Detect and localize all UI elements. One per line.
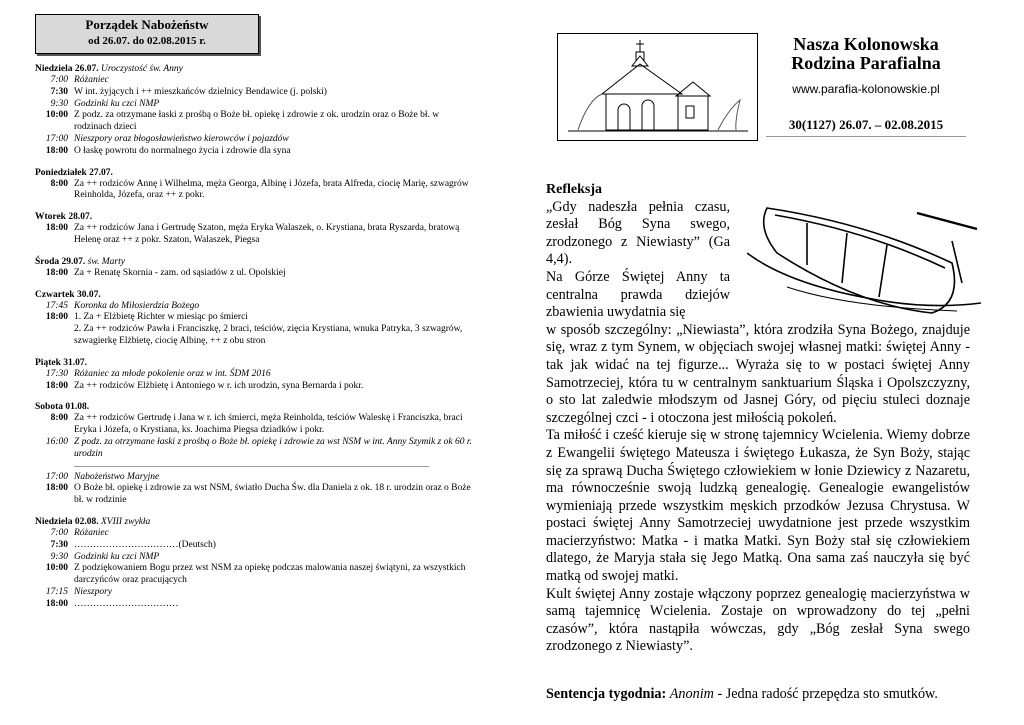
mass-schedule	[35, 14, 477, 611]
day-heading	[35, 516, 477, 528]
mass-entry	[35, 483, 477, 507]
mass-entry	[35, 75, 477, 87]
mass-intention: Za ++ rodziców Annę i Wilhelma, męża Georga, Albinę i Józefa, brata Alfreda, ciocię Marię, szwagrów Reinholda, Józefa, oraz ++ z pokr.	[74, 178, 469, 201]
mass-intention: Za + Renatę Skornia - zam. od sąsiadów z ul. Opolskiej	[74, 267, 286, 278]
mass-intention: Koronka do Miłosierdzia Bożego	[74, 300, 200, 311]
mass-entry	[35, 110, 477, 134]
schedule-day	[35, 516, 477, 611]
mass-intention: 2. Za ++ rodziców Pawła i Franciszkę, 2 braci, teściów, zięcia Krystiana, wnuka Patryka, 3 szwagrów, szwagierkę Elżbietę, ciocię Albinę, ++ z obu stron	[74, 324, 463, 346]
schedule-dates: od 26.07. do 02.08.2015 r.	[88, 35, 206, 47]
title-line1: Nasza Kolonowska	[793, 34, 939, 54]
schedule-day	[35, 211, 477, 247]
mass-time: 7:00	[50, 75, 68, 85]
newsletter-title	[768, 35, 964, 73]
mass-time: 18:00	[45, 145, 68, 156]
mass-time: 18:00	[45, 483, 68, 494]
day-heading	[35, 401, 477, 413]
mass-intention: Różaniec	[74, 527, 109, 538]
weekly-sentence	[546, 686, 970, 703]
mass-time: 18:00	[45, 267, 68, 278]
day-feast: XVIII zwykła	[100, 516, 151, 527]
day-date: Niedziela 02.08.	[35, 516, 99, 527]
mass-intention: Z podziękowaniem Bogu przez wst NSM za opiekę podczas malowania naszej świątyni, za wszystkich darczyńców oraz pracujących	[74, 563, 466, 586]
day-heading	[35, 256, 477, 268]
mass-entry	[35, 87, 477, 99]
day-date: Poniedziałek 27.07.	[35, 167, 113, 178]
day-heading	[35, 63, 477, 75]
schedule-title: Porządek Nabożeństw	[85, 17, 209, 32]
mass-time: 10:00	[45, 563, 68, 574]
mass-time: 17:00	[45, 471, 68, 482]
article-p4: Kult świętej Anny zostaje włączony poprzez genealogię macierzyństwa w samą tajemnicę Wcielenia. Zostaje on wprowadzony do tej „pełni czasów”, która nastąpiła wówczas, gdy „Bóg zesłał Syna swego zrodzonego z Niewiasty”.	[546, 585, 970, 655]
schedule-day	[35, 289, 477, 348]
day-date: Czwartek 30.07.	[35, 289, 101, 300]
mass-time: 18:00	[45, 380, 68, 391]
mass-intention: ……………………………	[74, 598, 179, 609]
mass-intention: ……………………………(Deutsch)	[74, 539, 216, 550]
mass-entry	[35, 413, 477, 437]
day-feast: Uroczystość św. Anny	[100, 64, 183, 74]
day-date: Sobota 01.08.	[35, 402, 90, 413]
parish-url[interactable]: www.parafia-kolonowskie.pl	[792, 82, 940, 96]
mass-intention: O Boże bł. opiekę i zdrowie za wst NSM, światło Ducha Św. dla Daniela z ok. 18 r. urodzin oraz o Boże bł. w rodzinie	[74, 483, 471, 506]
mass-intention: Za ++ rodziców Gertrudę i Jana w r. ich śmierci, męża Reinholda, teściów Waleskę i Franciszka, braci Eryka i Józefa, o Krystiana, ks. Joachima Piegsa dziadków i pokr.	[74, 413, 463, 436]
mass-intention: O łaskę powrotu do normalnego życia i zdrowie dla syna	[74, 145, 291, 156]
schedule-day	[35, 256, 477, 280]
mass-intention: Nabożeństwo Maryjne	[74, 471, 160, 482]
mass-entry	[35, 99, 477, 111]
church-icon	[558, 34, 757, 140]
day-feast: św. Marty	[87, 256, 125, 267]
mass-entry	[35, 472, 477, 484]
mass-time: 8:00	[50, 178, 68, 189]
mass-time: 9:30	[50, 98, 68, 109]
mass-time: 18:00	[45, 223, 68, 234]
mass-time: 7:30	[50, 539, 68, 550]
mass-intention: Z podz. za otrzymane łaski z prośbą o Boże bł. opiekę i zdrowie z ok. urodzin oraz o Boże bł. w rodzinach dzieci	[74, 110, 440, 133]
day-heading	[35, 357, 477, 369]
mass-time: 17:45	[45, 300, 68, 311]
day-heading	[35, 289, 477, 301]
mass-entry	[35, 369, 477, 381]
mass-time: 18:00	[45, 312, 68, 323]
right-column	[540, 0, 980, 725]
mass-entry	[35, 587, 477, 599]
day-heading	[35, 167, 477, 179]
mass-entry	[35, 552, 477, 564]
mass-intention: Nieszpory oraz błogosławieństwo kierowców i pojazdów	[74, 133, 289, 144]
mass-entry	[35, 268, 477, 280]
mass-entry	[35, 528, 477, 540]
mass-time: 17:15	[45, 586, 68, 597]
issue-number: 30(1127) 26.07. – 02.08.2015	[766, 117, 966, 137]
sentence-label: Sentencja tygodnia:	[546, 686, 667, 702]
day-date: Środa 29.07.	[35, 256, 86, 267]
schedule-day	[35, 357, 477, 393]
mass-entry	[35, 381, 477, 393]
mass-intention: Różaniec za młode pokolenie oraz w int. ŚDM 2016	[74, 368, 271, 379]
schedule-day	[35, 401, 477, 507]
mass-time: 17:30	[45, 368, 68, 379]
schedule-header	[35, 14, 259, 54]
day-date: Wtorek 28.07.	[35, 212, 93, 223]
mass-time	[35, 324, 74, 348]
mass-entry	[35, 324, 477, 348]
schedule-days	[35, 63, 477, 611]
day-date: Niedziela 26.07.	[35, 64, 99, 74]
schedule-day	[35, 63, 477, 158]
mass-intention: Za ++ rodziców Jana i Gertrudę Szaton, męża Eryka Walaszek, o. Krystiana, brata Ryszarda, bratową Helenę oraz ++ z pokr. Szaton, Walaszek, Piegsa	[74, 223, 460, 245]
mass-time: 7:30	[50, 86, 68, 97]
title-line2: Rodzina Parafialna	[791, 53, 941, 73]
divider	[74, 466, 429, 467]
mass-time: 10:00	[45, 110, 68, 121]
mass-time: 7:00	[50, 527, 68, 538]
mass-entry	[35, 437, 477, 461]
mass-entry	[35, 563, 477, 587]
mass-intention: Godzinki ku czci NMP	[74, 551, 160, 562]
article-p3: Ta miłość i cześć kieruje się w stronę tajemnicy Wcielenia. Wiemy dobrze z Ewangelii świętego Mateusza i świętego Łukasza, że Syn Boży, stając się za sprawą Ducha Świętego człowiekiem w łonie Dziewicy z Nazaretu, ma równocześnie swoją ludzką genealogię. Genealogie ewangelistów wymieniają przede wszystkim męskich przodków Jezusa Chrystusa. W postaci świętej Anny Samotrzeciej uwydatnione jest przede wszystkim macierzyństwo: Matka - i matka Matki. Syn Boży stał się człowiekiem dlatego, że Maryja stała się Jego Matką. Ona sama zaś nauczyła się być matką od swojej matki.	[546, 427, 970, 585]
mass-entry	[35, 134, 477, 146]
article-p2-rest: w sposób szczególny: „Niewiasta”, która zrodziła Syna Bożego, znajduje się, wraz z tym Synem, w objęciach swojej własnej matki: świętej Anny - tak jak widać na tej figurze... Wyraża się to w postaci świętej Anny Samotrzeciej, która tu w centralnym sanktuarium Śląska i Opolszczyzny, o sto lat zaledwie młodszym od Jasnej Góry, od pięciu stuleci doznaje szczególnej czci - i otoczona jest miłością pokoleń.	[546, 321, 970, 426]
mass-intention: Z podz. za otrzymane łaski z prośbą o Boże bł. opiekę i zdrowie za wst NSM w int. Anny Szymik z ok 60 r. urodzin	[74, 436, 472, 459]
mass-time: 18:00	[45, 598, 68, 609]
mass-time: 8:00	[50, 413, 68, 424]
article-narrow-block	[546, 181, 730, 322]
sentence-text: - Jedna radość przepędza sto smutków.	[713, 686, 938, 702]
reflection-article	[546, 181, 970, 656]
mass-entry	[35, 301, 477, 313]
mass-entry	[35, 312, 477, 324]
mass-intention: Godzinki ku czci NMP	[74, 98, 160, 109]
article-p2-start: Na Górze Świętej Anny ta centralna prawda dziejów zbawienia uwydatnia się	[546, 268, 730, 321]
mass-intention: Nieszpory	[74, 586, 112, 597]
mass-intention: 1. Za + Elżbietę Richter w miesiąc po śmierci	[74, 312, 248, 323]
mass-time: 16:00	[45, 436, 68, 447]
church-image	[557, 33, 758, 141]
schedule-day	[35, 167, 477, 203]
mass-intention: W int. żyjących i ++ mieszkańców dzielnicy Bendawice (j. polski)	[74, 86, 327, 97]
mass-entry	[35, 179, 477, 203]
mass-intention: Różaniec	[74, 75, 109, 85]
article-quote: „Gdy nadeszła pełnia czasu, zesłał Bóg Syna swego, zrodzonego z Niewiasty” (Ga 4,4).	[546, 198, 730, 268]
mass-intention: Za ++ rodziców Elżbietę i Antoniego w r. ich urodzin, syna Bernarda i pokr.	[74, 380, 364, 391]
article-heading: Refleksja	[546, 182, 602, 197]
mass-time: 17:00	[45, 133, 68, 144]
mass-entry	[35, 599, 477, 611]
day-date: Piątek 31.07.	[35, 357, 87, 368]
mass-entry	[35, 540, 477, 552]
mass-entry	[35, 146, 477, 158]
mass-time: 9:30	[50, 551, 68, 562]
sentence-author: Anonim	[669, 686, 714, 702]
mass-entry	[35, 223, 477, 247]
day-heading	[35, 211, 477, 223]
